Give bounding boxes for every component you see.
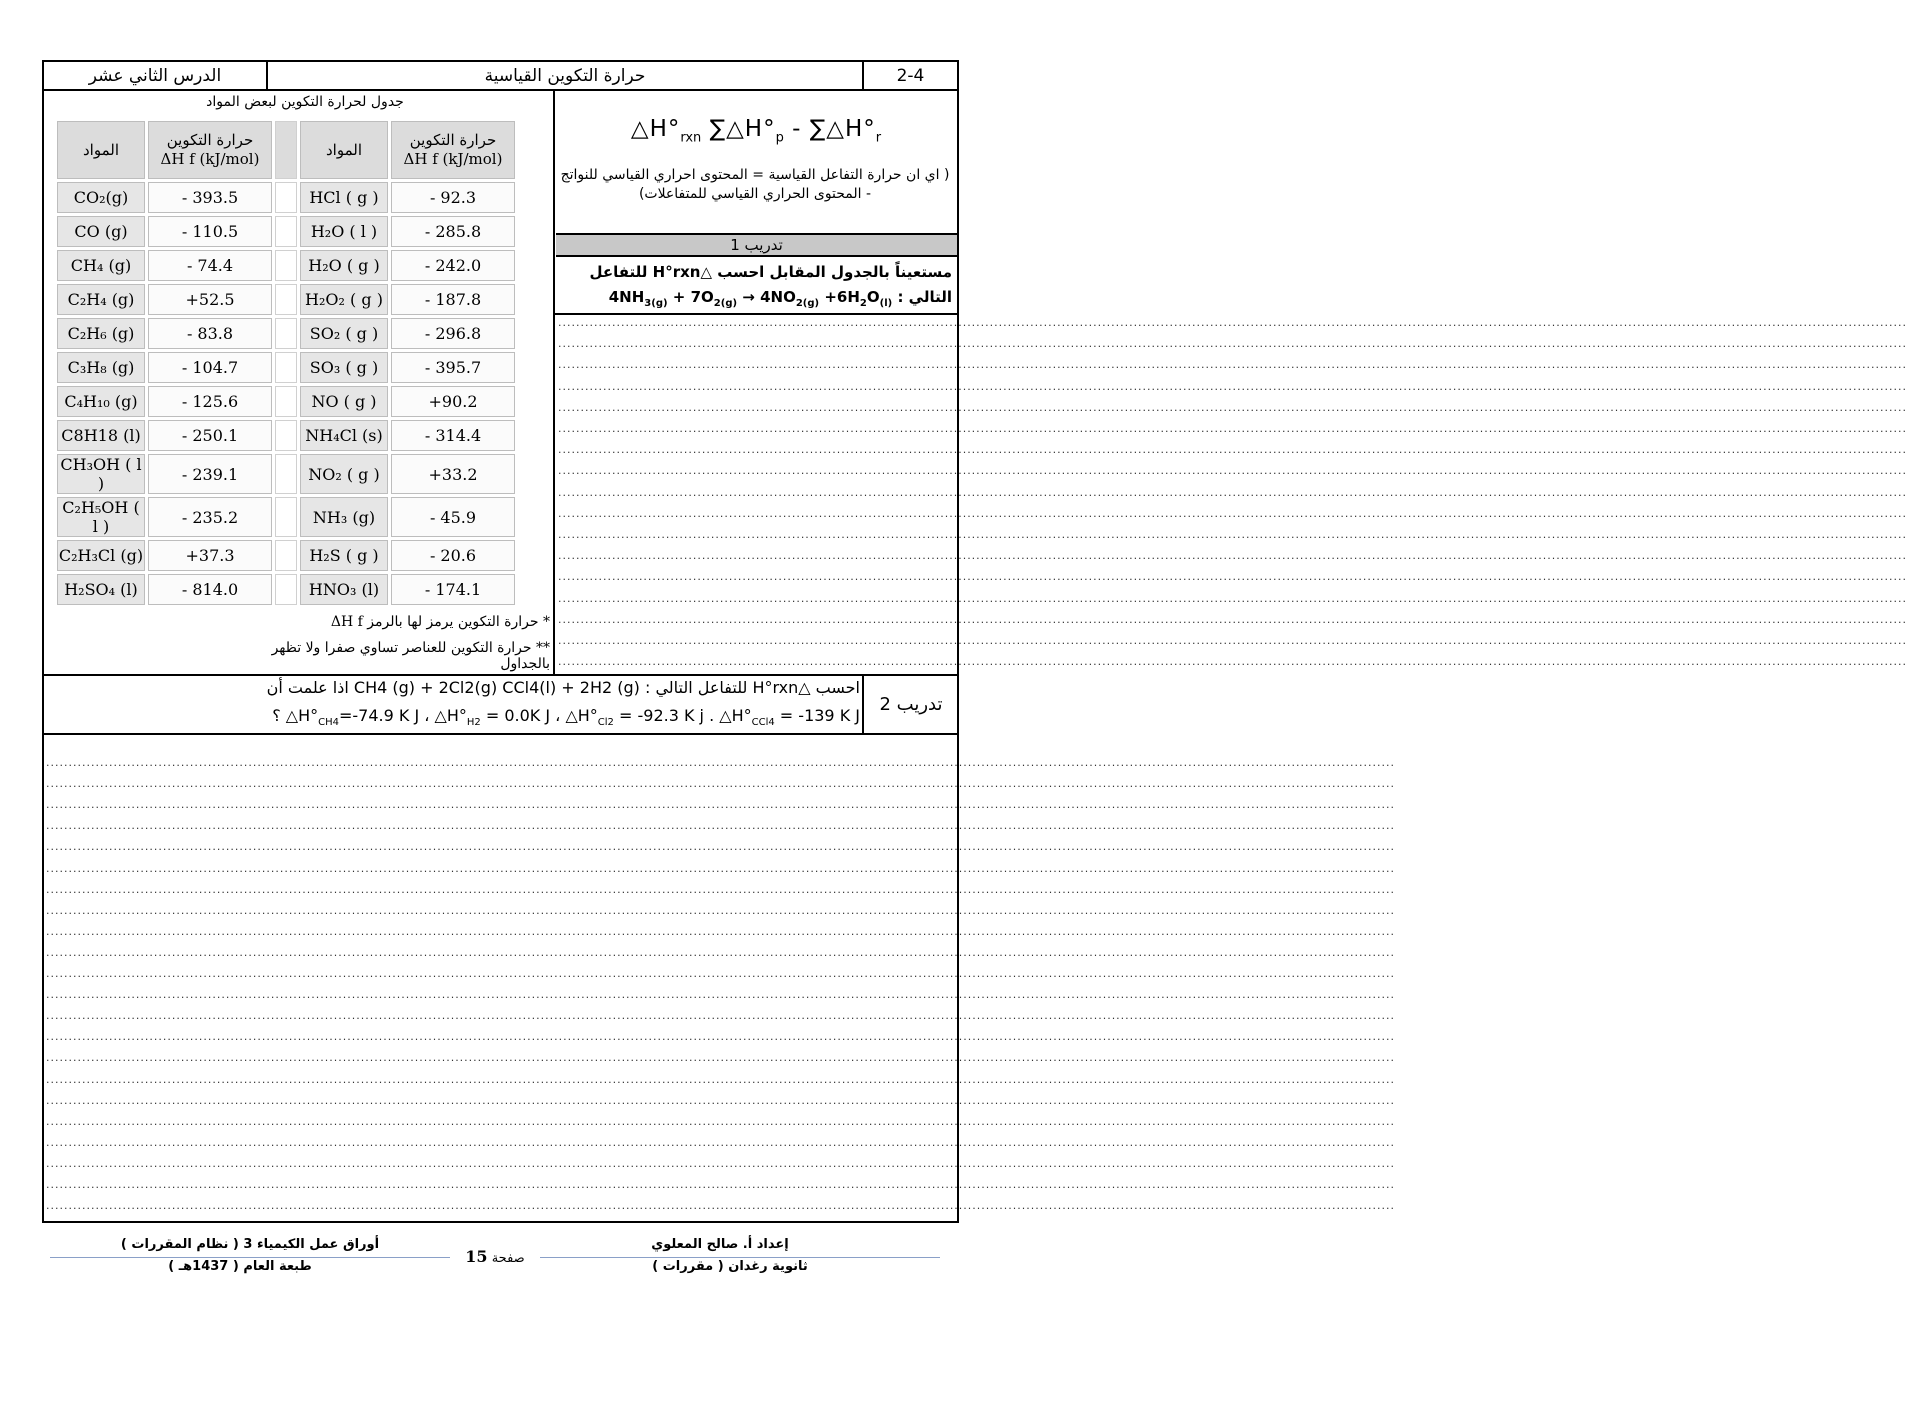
exercise1-equation — [560, 288, 952, 309]
answer-dotted-line[interactable]: ............................................................................................................................................................................................................................................................................................................ — [46, 988, 1395, 1002]
substance-cell: C₂H₃Cl (g) — [57, 540, 145, 571]
substance-cell: HNO₃ (l) — [300, 574, 388, 605]
substance-cell: CO (g) — [57, 216, 145, 247]
gap-cell — [275, 318, 297, 349]
table-row — [57, 216, 515, 247]
eq-sub: (g) — [651, 298, 668, 309]
eq-sub: 2 — [795, 298, 803, 309]
header-heat-right — [391, 121, 515, 179]
formula-minus: - — [783, 116, 810, 142]
exercise2-reaction: CH4 (g) + 2Cl2(g) CCl4(l) + 2H2 (g) — [353, 678, 640, 697]
footer-rule-right — [540, 1257, 940, 1258]
page-number: 15 — [465, 1247, 488, 1266]
eq-arrow: → — [737, 288, 761, 306]
substance-cell: H₂SO₄ (l) — [57, 574, 145, 605]
eq-term-a: 4NH — [608, 288, 645, 306]
answer-dotted-line[interactable]: ............................................................................................................................................................................................................................................................................................................ — [46, 1030, 1395, 1044]
answer-dotted-line[interactable]: ............................................................................................................................................................................................................................................................................................................ — [558, 485, 1907, 499]
value-cell: - 125.6 — [148, 386, 272, 417]
gap-cell — [275, 540, 297, 571]
eq-sub: 2 — [859, 298, 867, 309]
substance-cell: C₂H₄ (g) — [57, 284, 145, 315]
value-cell: - 285.8 — [391, 216, 515, 247]
table-header-row — [57, 121, 515, 179]
page-label: صفحة — [491, 1251, 525, 1266]
answer-dotted-line[interactable]: ............................................................................................................................................................................................................................................................................................................ — [46, 777, 1395, 791]
section-divider-2 — [42, 733, 959, 735]
page-number-block — [440, 1247, 550, 1266]
page-title: حرارة التكوين القياسية — [484, 66, 646, 86]
exercise1-label: تدريب 1 — [556, 233, 957, 257]
formula-dh: △H° — [630, 116, 681, 142]
answer-dotted-line[interactable]: ............................................................................................................................................................................................................................................................................................................ — [46, 903, 1395, 917]
substance-cell: NH₃ (g) — [300, 497, 388, 537]
answer-dotted-line[interactable]: ............................................................................................................................................................................................................................................................................................................ — [46, 861, 1395, 875]
eq-term-d-mid: O — [866, 288, 880, 306]
substance-cell: C₂H₆ (g) — [57, 318, 145, 349]
gap-cell — [275, 250, 297, 281]
footer-book-title: أوراق عمل الكيمياء 3 ( نظام المقررات ) — [120, 1237, 380, 1252]
given-dh: △H° — [434, 706, 467, 725]
given-sub: H2 — [466, 717, 481, 729]
substance-cell: CO₂(g) — [57, 182, 145, 213]
answer-dotted-line[interactable]: ............................................................................................................................................................................................................................................................................................................ — [46, 1156, 1395, 1170]
gap-cell — [275, 284, 297, 315]
answer-dotted-line[interactable]: ............................................................................................................................................................................................................................................................................................................ — [558, 443, 1907, 457]
answer-dotted-line[interactable]: ............................................................................................................................................................................................................................................................................................................ — [46, 756, 1395, 769]
substance-cell: NO₂ ( g ) — [300, 454, 388, 494]
answer-dotted-line[interactable]: ............................................................................................................................................................................................................................................................................................................ — [46, 1199, 1395, 1213]
table-note-1: * حرارة التكوين يرمز لها بالرمز ΔH f — [330, 614, 550, 630]
gap-cell — [275, 182, 297, 213]
answer-dotted-line[interactable]: ............................................................................................................................................................................................................................................................................................................ — [558, 528, 1907, 541]
table-row — [57, 540, 515, 571]
answer-dotted-line[interactable]: ............................................................................................................................................................................................................................................................................................................ — [558, 570, 1907, 584]
value-cell: - 92.3 — [391, 182, 515, 213]
substance-cell: SO₂ ( g ) — [300, 318, 388, 349]
value-cell: - 239.1 — [148, 454, 272, 494]
substance-cell: C₄H₁₀ (g) — [57, 386, 145, 417]
exercise2-label: تدريب 2 — [879, 693, 943, 715]
footer-edition: طبعة العام ( 1437هـ ) — [168, 1259, 312, 1274]
formula-sum-reactants: ∑△H° — [809, 116, 876, 142]
exercise2-question-mark: ؟ — [272, 706, 281, 725]
heat-of-formation-table — [54, 118, 528, 608]
value-cell: - 314.4 — [391, 420, 515, 451]
eq-sub: 3 — [644, 298, 652, 309]
value-cell: - 174.1 — [391, 574, 515, 605]
answer-dotted-line[interactable]: ............................................................................................................................................................................................................................................................................................................ — [558, 612, 1907, 626]
exercise2-question — [60, 678, 860, 697]
answer-dotted-line[interactable]: ............................................................................................................................................................................................................................................................................................................ — [558, 422, 1907, 435]
given-dh: △H° — [565, 706, 598, 725]
answer-dotted-line[interactable]: ............................................................................................................................................................................................................................................................................................................ — [558, 379, 1907, 393]
value-cell: - 104.7 — [148, 352, 272, 383]
answer-dotted-line[interactable]: ............................................................................................................................................................................................................................................................................................................ — [46, 882, 1395, 896]
formula-rxn: rxn — [680, 130, 702, 146]
header-substance-right: المواد — [300, 121, 388, 179]
given-dh: △H° — [719, 706, 752, 725]
table-row — [57, 182, 515, 213]
given-sub: Cl2 — [597, 717, 614, 729]
header-heat-right-line2: ΔH f (kJ/mol) — [403, 150, 503, 168]
value-cell: - 235.2 — [148, 497, 272, 537]
table-row — [57, 386, 515, 417]
table-row — [57, 454, 515, 494]
lesson-number: 2-4 — [896, 66, 925, 86]
substance-cell: H₂O ( g ) — [300, 250, 388, 281]
given-sub: CH4 — [318, 717, 339, 729]
given-dh: △H° — [285, 706, 319, 725]
eq-sub: (l) — [879, 298, 893, 309]
answer-dotted-line[interactable]: ............................................................................................................................................................................................................................................................................................................ — [46, 1051, 1395, 1065]
value-cell: - 296.8 — [391, 318, 515, 349]
given-sub: CCl4 — [751, 717, 775, 729]
header-heat-right-line1: حرارة التكوين — [409, 131, 497, 150]
exercise1-reaction — [608, 288, 893, 309]
answer-dotted-line[interactable]: ............................................................................................................................................................................................................................................................................................................ — [558, 591, 1907, 605]
substance-cell: C8H18 (l) — [57, 420, 145, 451]
value-cell: - 814.0 — [148, 574, 272, 605]
answer-dotted-line[interactable]: ............................................................................................................................................................................................................................................................................................................ — [558, 400, 1907, 414]
answer-dotted-line[interactable]: ............................................................................................................................................................................................................................................................................................................ — [46, 1114, 1395, 1128]
gap-cell — [275, 216, 297, 247]
formula-sum-products: ∑△H° — [709, 116, 776, 142]
answer-dotted-line[interactable]: ............................................................................................................................................................................................................................................................................................................ — [558, 655, 1907, 669]
gap-cell — [275, 454, 297, 494]
exercise2-suffix: اذا علمت أن — [266, 678, 349, 697]
table-row — [57, 420, 515, 451]
gap-cell — [275, 420, 297, 451]
header-heat-left-line2: ΔH f (kJ/mol) — [160, 150, 260, 168]
enthalpy-formula — [556, 116, 956, 146]
table-row — [57, 574, 515, 605]
formula-p: p — [775, 130, 784, 146]
value-cell: - 242.0 — [391, 250, 515, 281]
value-cell: - 395.7 — [391, 352, 515, 383]
formula-r: r — [875, 130, 882, 146]
value-cell: - 393.5 — [148, 182, 272, 213]
exercise2-given-values — [60, 706, 860, 728]
table-row — [57, 284, 515, 315]
given-ccl4: = -139 K J — [774, 706, 860, 725]
header-gap — [275, 121, 297, 179]
given-ch4: =-74.9 K J ، — [339, 706, 430, 725]
header-substance-left: المواد — [57, 121, 145, 179]
table-row — [57, 352, 515, 383]
eq-term-b: + 7O — [667, 288, 714, 306]
substance-cell: H₂O₂ ( g ) — [300, 284, 388, 315]
middle-col-divider — [553, 89, 555, 675]
gap-cell — [275, 497, 297, 537]
answer-dotted-line[interactable]: ............................................................................................................................................................................................................................................................................................................ — [46, 798, 1395, 812]
gap-cell — [275, 574, 297, 605]
lesson-label: الدرس الثاني عشر — [88, 66, 222, 86]
formula-explanation: ( اي ان حرارة التفاعل القياسية = المحتوى احراري القياسي للنواتج - المحتوى الحراري القياسي للمتفاعلات) — [560, 167, 950, 202]
header-heat-left — [148, 121, 272, 179]
value-cell: - 110.5 — [148, 216, 272, 247]
substance-cell: NH₄Cl (s) — [300, 420, 388, 451]
substance-cell: CH₄ (g) — [57, 250, 145, 281]
table-row — [57, 318, 515, 349]
given-h2: = 0.0K J ، — [480, 706, 561, 725]
value-cell: +90.2 — [391, 386, 515, 417]
substance-cell: CH₃OH ( l ) — [57, 454, 145, 494]
answer-dotted-line[interactable]: ............................................................................................................................................................................................................................................................................................................ — [46, 924, 1395, 938]
footer-author: إعداد أ. صالح المعلوي — [651, 1237, 789, 1252]
table-row — [57, 497, 515, 537]
answer-dotted-line[interactable]: ............................................................................................................................................................................................................................................................................................................ — [46, 967, 1395, 980]
value-cell: - 74.4 — [148, 250, 272, 281]
value-cell: - 83.8 — [148, 318, 272, 349]
answer-dotted-line[interactable]: ............................................................................................................................................................................................................................................................................................................ — [46, 1178, 1395, 1191]
answer-dotted-line[interactable]: ............................................................................................................................................................................................................................................................................................................ — [46, 945, 1395, 959]
table-row — [57, 250, 515, 281]
answer-dotted-line[interactable]: ............................................................................................................................................................................................................................................................................................................ — [558, 464, 1907, 478]
value-cell: +37.3 — [148, 540, 272, 571]
value-cell: +33.2 — [391, 454, 515, 494]
answer-dotted-line[interactable]: ............................................................................................................................................................................................................................................................................................................ — [46, 1135, 1395, 1149]
answer-dotted-line[interactable]: ............................................................................................................................................................................................................................................................................................................ — [558, 358, 1907, 372]
substance-cell: NO ( g ) — [300, 386, 388, 417]
substance-cell: C₂H₅OH ( l ) — [57, 497, 145, 537]
substance-cell: C₃H₈ (g) — [57, 352, 145, 383]
answer-dotted-line[interactable]: ............................................................................................................................................................................................................................................................................................................ — [558, 634, 1907, 647]
eq-term-d: +6H — [819, 288, 860, 306]
answer-dotted-line[interactable]: ............................................................................................................................................................................................................................................................................................................ — [558, 316, 1907, 329]
answer-dotted-line[interactable]: ............................................................................................................................................................................................................................................................................................................ — [46, 840, 1395, 854]
gap-cell — [275, 386, 297, 417]
answer-dotted-line[interactable]: ............................................................................................................................................................................................................................................................................................................ — [46, 1009, 1395, 1023]
substance-cell: H₂S ( g ) — [300, 540, 388, 571]
eq-term-c: 4NO — [760, 288, 796, 306]
exercise1-prefix: التالي : — [897, 288, 952, 306]
answer-dotted-line[interactable]: ............................................................................................................................................................................................................................................................................................................ — [558, 337, 1907, 351]
given-cl2: = -92.3 K j . — [613, 706, 715, 725]
footer-rule-left — [50, 1257, 450, 1258]
eq-sub: (g) — [802, 298, 820, 309]
formation-table — [54, 118, 518, 608]
value-cell: - 187.8 — [391, 284, 515, 315]
answer-dotted-line[interactable]: ............................................................................................................................................................................................................................................................................................................ — [558, 506, 1907, 520]
gap-cell — [275, 352, 297, 383]
answer-dotted-line[interactable]: ............................................................................................................................................................................................................................................................................................................ — [46, 1093, 1395, 1107]
answer-dotted-line[interactable]: ............................................................................................................................................................................................................................................................................................................ — [46, 819, 1395, 833]
exercise2-answer-area[interactable] — [46, 756, 1395, 1220]
value-cell: - 45.9 — [391, 497, 515, 537]
table-caption: جدول لحرارة التكوين لبعض المواد — [206, 94, 404, 110]
exercise2-prefix: احسب △H°rxn للتفاعل التالي : — [644, 678, 860, 697]
value-cell: - 20.6 — [391, 540, 515, 571]
table-note-2: ** حرارة التكوين للعناصر تساوي صفرا ولا تظهر بالجداول — [271, 640, 550, 672]
exercise1-divider — [555, 313, 957, 315]
exercise1-question: مستعيناً بالجدول المقابل احسب △H°rxn للتفاعل — [589, 263, 952, 281]
answer-dotted-line[interactable]: ............................................................................................................................................................................................................................................................................................................ — [558, 549, 1907, 563]
eq-sub: 2 — [713, 298, 721, 309]
substance-cell: HCl ( g ) — [300, 182, 388, 213]
eq-sub: (g) — [720, 298, 738, 309]
exercise2-label-divider — [862, 675, 864, 735]
footer-school: ثانوية رغدان ( مقررات ) — [652, 1259, 808, 1274]
value-cell: +52.5 — [148, 284, 272, 315]
header-heat-left-line1: حرارة التكوين — [166, 131, 254, 150]
substance-cell: H₂O ( l ) — [300, 216, 388, 247]
substance-cell: SO₃ ( g ) — [300, 352, 388, 383]
answer-dotted-line[interactable]: ............................................................................................................................................................................................................................................................................................................ — [46, 1072, 1395, 1086]
value-cell: - 250.1 — [148, 420, 272, 451]
exercise1-answer-area[interactable] — [558, 316, 1907, 676]
